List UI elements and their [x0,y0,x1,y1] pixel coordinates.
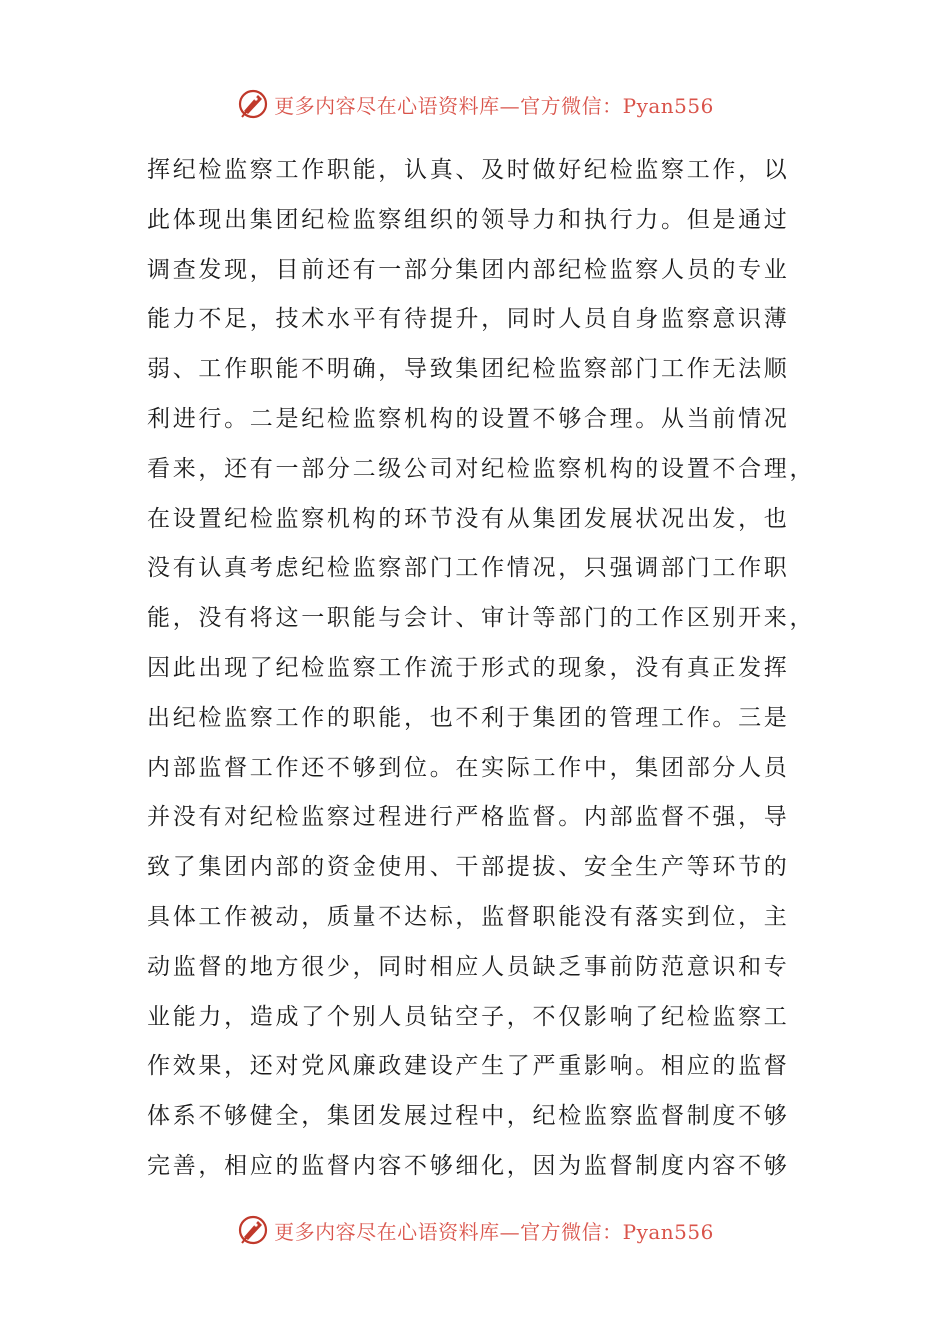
body-text-line: 能力不足，技术水平有待提升，同时人员自身监察意识薄 [147,306,790,333]
body-text-line: 内部监督工作还不够到位。在实际工作中，集团部分人员 [147,754,790,781]
body-text-line: 调查发现，目前还有一部分集团内部纪检监察人员的专业 [147,256,790,283]
body-text-line: 具体工作被动，质量不达标，监督职能没有落实到位，主 [147,903,790,930]
body-text-line: 作效果，还对党风廉政建设产生了严重影响。相应的监督 [147,1053,790,1080]
body-text-line: 体系不够健全，集团发展过程中，纪检监察监督制度不够 [147,1103,790,1130]
body-text-line: 利进行。二是纪检监察机构的设置不够合理。从当前情况 [147,405,790,432]
body-text-line: 没有认真考虑纪检监察部门工作情况，只强调部门工作职 [147,555,790,582]
footer-banner [0,1210,950,1250]
body-text-line: 并没有对纪检监察过程进行严格监督。内部监督不强，导 [147,804,790,831]
body-text-line: 致了集团内部的资金使用、干部提拔、安全生产等环节的 [147,854,790,881]
body-text-line: 完善，相应的监督内容不够细化，因为监督制度内容不够 [147,1152,790,1179]
body-text-line: 此体现出集团纪检监察组织的领导力和执行力。但是通过 [147,206,790,233]
footer-text: 更多内容尽在心语资料库—官方微信：Pyan556 [274,1219,714,1244]
pen-nib-circle-icon [236,87,270,121]
body-text-line: 在设置纪检监察机构的环节没有从集团发展状况出发，也 [147,505,790,532]
body-text-line: 出纪检监察工作的职能，也不利于集团的管理工作。三是 [147,704,790,731]
body-text-line: 因此出现了纪检监察工作流于形式的现象，没有真正发挥 [147,654,790,681]
document-body [147,146,816,1192]
body-text-line: 业能力，造成了个别人员钻空子，不仅影响了纪检监察工 [147,1003,790,1030]
header-banner [0,84,950,124]
body-text-line: 挥纪检监察工作职能，认真、及时做好纪检监察工作，以 [147,157,790,183]
pen-nib-circle-icon [236,1213,270,1247]
body-text-line: 弱、工作职能不明确，导致集团纪检监察部门工作无法顺 [147,356,790,383]
header-text: 更多内容尽在心语资料库—官方微信：Pyan556 [274,93,714,118]
body-text-line: 看来，还有一部分二级公司对纪检监察机构的设置不合理， [147,455,816,482]
body-text-line: 动监督的地方很少，同时相应人员缺乏事前防范意识和专 [147,953,790,980]
body-text-line: 能，没有将这一职能与会计、审计等部门的工作区别开来， [147,605,816,632]
